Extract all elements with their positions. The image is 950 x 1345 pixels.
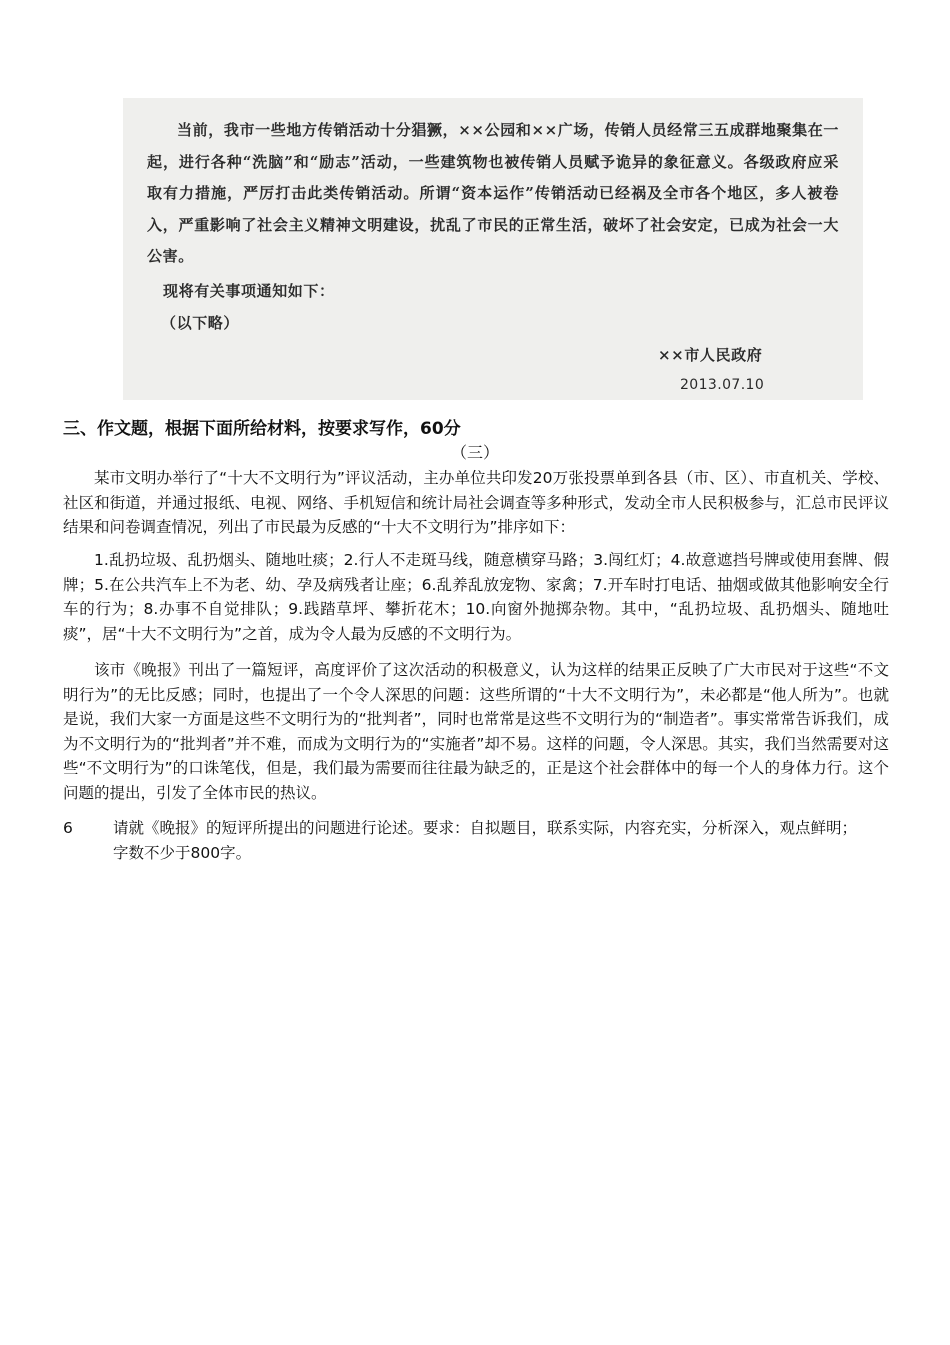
material-paragraph: 某市文明办举行了“十大不文明行为”评议活动，主办单位共印发20万张投票单到各县（市、区）、市直机关、学校、社区和街道，并通过报纸、电视、网络、手机短信和统计局社会调查等多种形式，发动全市人民积极参与，汇总市民评议结果和问卷调查情况，列出了市民最为反感的“十大不文明行为”排序如下：: [63, 469, 889, 536]
question-number: 6: [63, 819, 73, 837]
excerpt-issuer: ××市人民政府: [658, 346, 763, 364]
material-paragraph: 1.乱扔垃圾、乱扔烟头、随地吐痰；2.行人不走斑马线，随意横穿马路；3.闯红灯；4.故意遮挡号牌或使用套牌、假牌；5.在公共汽车上不为老、幼、孕及病残者让座；6.乱养乱放宠物、家禽；7.开车时打电话、抽烟或做其他影响安全行车的行为；8.办事不自觉排队；9.践踏草坪、攀折花木；10.向窗外抛掷杂物。其中，“乱扔垃圾、乱扔烟头、随地吐痰”，居“十大不文明行为”之首，成为令人最为反感的不文明行为。: [63, 551, 889, 643]
excerpt-body: 当前，我市一些地方传销活动十分猖獗，××公园和××广场，传销人员经常三五成群地聚集在一起，进行各种“洗脑”和“励志”活动，一些建筑物也被传销人员赋予诡异的象征意义。各级政府应采取有力措施，严厉打击此类传销活动。所谓“资本运作”传销活动已经祸及全市各个地区，多人被卷入，严重影响了社会主义精神文明建设，扰乱了市民的正常生活，破坏了社会安定，已成为社会一大公害。: [147, 121, 839, 265]
scanned-excerpt: [123, 98, 863, 400]
excerpt-date: 2013.07.10: [680, 377, 765, 393]
excerpt-omitted: （以下略）: [161, 314, 240, 332]
material-paragraph: 该市《晚报》刊出了一篇短评，高度评价了这次活动的积极意义，认为这样的结果正反映了广大市民对于这些“不文明行为”的无比反感；同时，也提出了一个令人深思的问题：这些所谓的“十大不文明行为”，未必都是“他人所为”。也就是说，我们大家一方面是这些不文明行为的“批判者”，同时也常常是这些不文明行为的“制造者”。事实常常告诉我们，成为不文明行为的“批判者”并不难，而成为文明行为的“实施者”却不易。这样的问题，令人深思。其实，我们当然需要对这些“不文明行为”的口诛笔伐，但是，我们最为需要而往往最为缺乏的，正是这个社会群体中的每一个人的身体力行。这个问题的提出，引发了全体市民的热议。: [63, 661, 889, 802]
section-heading: 三、作文题，根据下面所给材料，按要求写作，60分: [63, 419, 461, 439]
question-text: 请就《晚报》的短评所提出的问题进行论述。要求：自拟题目，联系实际，内容充实，分析深入，观点鲜明；字数不少于800字。: [113, 819, 858, 862]
section-subheading: （三）: [450, 443, 499, 462]
excerpt-notice: 现将有关事项通知如下：: [163, 282, 335, 300]
